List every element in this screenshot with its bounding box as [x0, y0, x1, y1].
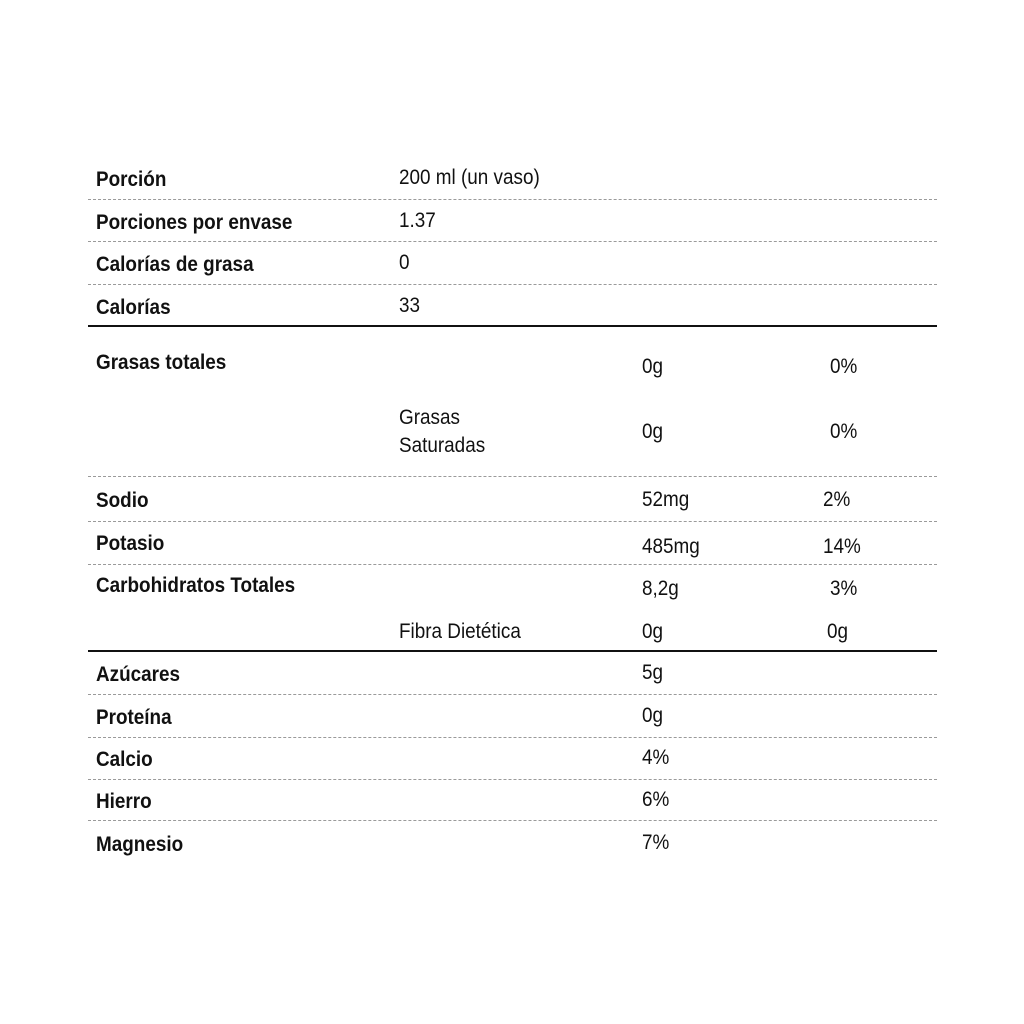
servings-per-container-label: Porciones por envase — [96, 211, 293, 234]
saturated-fat-label-line1: Grasas — [399, 406, 460, 429]
row-divider — [88, 241, 937, 242]
row-divider — [88, 564, 937, 565]
row-divider — [88, 694, 937, 695]
sodium-amount: 52mg — [642, 488, 690, 511]
sugars-value: 5g — [642, 661, 664, 684]
section-divider — [88, 325, 937, 327]
sodium-label: Sodio — [96, 489, 149, 512]
row-divider — [88, 779, 937, 780]
total-carbohydrates-amount: 8,2g — [642, 577, 679, 600]
row-divider — [88, 476, 937, 477]
magnesium-label: Magnesio — [96, 833, 184, 856]
saturated-fat-label-line2: Saturadas — [399, 434, 486, 457]
iron-label: Hierro — [96, 790, 152, 813]
row-divider — [88, 737, 937, 738]
total-carbohydrates-daily-value: 3% — [830, 577, 858, 600]
nutrition-facts-table — [88, 0, 937, 1024]
dietary-fiber-daily-value: 0g — [827, 620, 849, 643]
calories-label: Calorías — [96, 296, 171, 319]
row-divider — [88, 820, 937, 821]
dietary-fiber-label: Fibra Dietética — [399, 620, 521, 643]
calcium-label: Calcio — [96, 748, 153, 771]
servings-per-container-value: 1.37 — [399, 209, 436, 232]
row-divider — [88, 521, 937, 522]
portion-label: Porción — [96, 168, 167, 191]
section-divider — [88, 650, 937, 652]
row-divider — [88, 199, 937, 200]
total-carbohydrates-label: Carbohidratos Totales — [96, 574, 296, 597]
protein-value: 0g — [642, 704, 664, 727]
protein-label: Proteína — [96, 706, 172, 729]
fat-calories-value: 0 — [399, 251, 410, 274]
potassium-amount: 485mg — [642, 535, 700, 558]
sodium-daily-value: 2% — [823, 488, 851, 511]
potassium-daily-value: 14% — [823, 535, 861, 558]
potassium-label: Potasio — [96, 532, 165, 555]
magnesium-value: 7% — [642, 831, 670, 854]
total-fat-daily-value: 0% — [830, 355, 858, 378]
iron-value: 6% — [642, 788, 670, 811]
dietary-fiber-amount: 0g — [642, 620, 664, 643]
saturated-fat-daily-value: 0% — [830, 420, 858, 443]
fat-calories-label: Calorías de grasa — [96, 253, 254, 276]
total-fat-amount: 0g — [642, 355, 664, 378]
total-fat-label: Grasas totales — [96, 351, 227, 374]
calcium-value: 4% — [642, 746, 670, 769]
calories-value: 33 — [399, 294, 421, 317]
row-divider — [88, 284, 937, 285]
saturated-fat-amount: 0g — [642, 420, 664, 443]
portion-value: 200 ml (un vaso) — [399, 166, 540, 189]
sugars-label: Azúcares — [96, 663, 181, 686]
